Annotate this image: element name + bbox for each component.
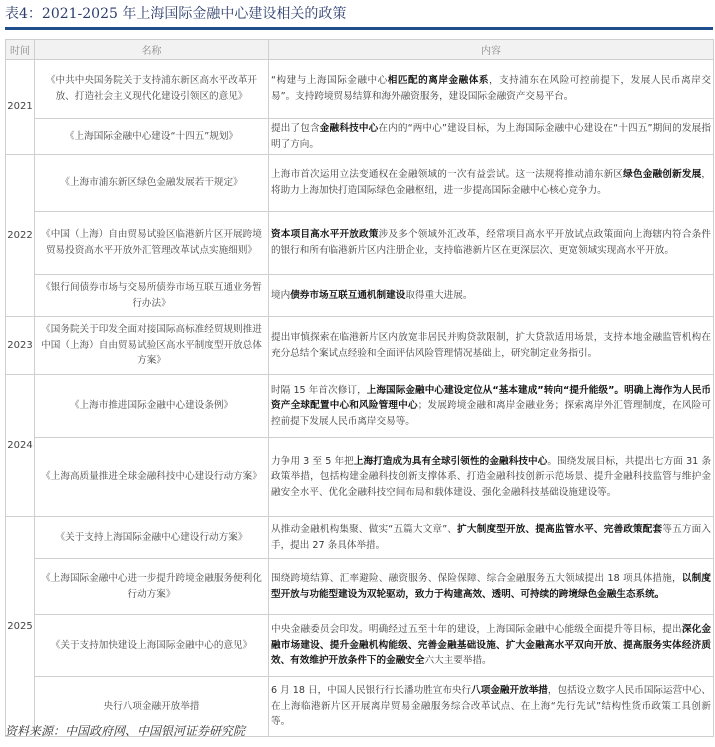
content-text: 在内的“两中心”建设目标，为上海国际金融中心建设在“十四五”期间的发展指明了方向。 — [271, 122, 712, 150]
content-highlight: 八项金融开放举措 — [471, 685, 548, 697]
content-highlight: 上海国际金融中心建设定位从“基本建成”转向“提升能级”。明确上海作为人民币资产全球配置中心和风险管理中心 — [271, 384, 711, 412]
table-row — [6, 60, 714, 119]
content-text: 涉及多个领域外汇改革，经常项目高水平开放试点政策面向上海辖内符合条件的银行和所有临港新片区内注册企业，支持临港新片区在更深层次、更宽领域实现高水平开放。 — [271, 229, 712, 256]
table-row — [6, 155, 714, 212]
content-text: 上海市首次运用立法变通权在金融领域的一次有益尝试。这一法规将推动浦东新区 — [271, 169, 624, 181]
policy-name-cell: 央行八项金融开放举措 — [35, 677, 269, 737]
content-text: ，支持浦东在风险可控前提下，发展人民币离岸交易”。支持跨境贸易结算和海外融资服务，建设国际金融资产交易平台。 — [271, 75, 711, 102]
policy-name-cell: 《关于支持上海国际金融中心建设行动方案》 — [35, 517, 269, 559]
content-text: 六大主要举措。 — [424, 655, 492, 667]
content-text: 取得重大进展。 — [405, 289, 473, 301]
content-text: 提出审慎探索在临港新片区内放宽非居民并购贷款限制，扩大贷款适用场景，支持本地金融监管机构在充分总结个案试点经验和全面评估风险管理情况基础上，研究制定业务指引。 — [271, 331, 711, 359]
policy-name-cell: 《银行间债券市场与交易所债券市场互联互通业务暂行办法》 — [35, 275, 269, 317]
content-text: 境内 — [271, 289, 291, 301]
content-highlight: 绿色金融创新发展 — [623, 169, 702, 181]
policy-name-cell: 《中共中央国务院关于支持浦东新区高水平改革开放、打造社会主义现代化建设引领区的意见》 — [35, 60, 269, 119]
content-highlight: 以制度型开放与功能型建设为双轮驱动，致力于构建高效、透明、可持续的跨境绿色金融生态系统。 — [271, 572, 711, 600]
policy-name-cell: 《中国（上海）自由贸易试验区临港新片区开展跨境贸易投资高水平开放外汇管理改革试点实施细则》 — [35, 212, 269, 275]
table-row — [6, 375, 714, 438]
content-text: 时隔 15 年首次修订， — [271, 384, 367, 396]
title-rule — [5, 27, 713, 30]
policy-content-cell — [269, 517, 714, 559]
year-cell: 2022 — [6, 155, 35, 317]
policy-content-cell — [269, 677, 714, 737]
policy-content-cell — [269, 615, 714, 677]
policy-content-cell — [269, 155, 714, 212]
table-header-row — [6, 40, 714, 60]
year-cell: 2025 — [6, 517, 35, 737]
header-name: 名称 — [35, 40, 269, 60]
table-row — [6, 275, 714, 317]
content-text: ；发展跨境金融和离岸金融业务；探索离岸外汇管理制度，在风险可控前提下发展人民币离岸交易等。 — [271, 400, 712, 427]
header-time: 时间 — [6, 40, 35, 60]
content-text: 围绕跨境结算、汇率避险、融资服务、保险保障、综合金融服务五大领域提出 18 项具体措施， — [271, 572, 682, 584]
content-text: ，将助力上海加快打造国际绿色金融枢纽，进一步提高国际金融中心核心竞争力。 — [271, 169, 712, 196]
table-row — [6, 317, 714, 375]
policy-content-cell — [269, 438, 714, 517]
source-note: 资料来源：中国政府网、中国银河证券研究院 — [5, 724, 246, 738]
policy-name-cell: 《国务院关于印发全面对接国际高标准经贸规则推进中国（上海）自由贸易试验区高水平制度型开放总体方案》 — [35, 317, 269, 375]
table-title: 表4：2021-2025 年上海国际金融中心建设相关的政策 — [5, 6, 347, 22]
policy-content-cell — [269, 275, 714, 317]
table-row — [6, 615, 714, 677]
table-row — [6, 212, 714, 275]
content-highlight: 债券市场互联互通机制建设 — [290, 289, 406, 301]
policy-table — [5, 39, 714, 737]
policy-name-cell: 《上海国际金融中心进一步提升跨境金融服务便利化行动方案》 — [35, 559, 269, 615]
policy-name-cell: 《上海市浦东新区绿色金融发展若干规定》 — [35, 155, 269, 212]
table-body — [6, 60, 714, 737]
content-highlight: 上海打造成为具有全球引领性的金融科技中心 — [353, 455, 548, 467]
content-highlight: 深化金融市场建设、提升金融机构能级、完善金融基础设施、扩大金融高水平双向开放、提高服务实体经济质效、有效维护开放条件下的金融安全 — [271, 624, 712, 667]
content-text: 从推动金融机构集聚、做实“五篇大文章”、 — [271, 523, 458, 535]
content-text: 6 月 18 日，中国人民银行行长潘功胜宣布央行 — [271, 685, 472, 697]
content-highlight: 资本项目高水平开放政策 — [271, 229, 379, 241]
policy-content-cell — [269, 60, 714, 119]
policy-content-cell — [269, 212, 714, 275]
table-row — [6, 438, 714, 517]
year-cell: 2023 — [6, 317, 35, 375]
year-cell: 2021 — [6, 60, 35, 155]
content-highlight: 金融科技中心 — [319, 122, 379, 134]
policy-name-cell: 《上海国际金融中心建设“十四五”规划》 — [35, 119, 269, 155]
content-text: 中央金融委员会印发。明确经过五至十年的建设，上海国际金融中心能级全面提升等目标，提出 — [271, 624, 682, 636]
content-highlight: 扩大制度型开放、提高监管水平、完善政策配套 — [457, 523, 663, 535]
content-text: 。围绕发展目标，共提出七方面 31 条政策举措，包括构建金融科技创新支撑体系、打造金融科技创新示范场景、提升金融科技监管与维护金融安全水平、优化金融科技空间布局和载体建设、强化金融科技基础设施建设等。 — [271, 455, 712, 498]
content-highlight: 相匹配的离岸金融体系 — [387, 75, 489, 87]
content-text: ，包括设立数字人民币国际运营中心、在上海临港新片区开展离岸贸易金融服务综合改革试点、在上海“先行先试”结构性货币政策工具创新等。 — [271, 685, 711, 728]
table-row — [6, 559, 714, 615]
policy-content-cell — [269, 119, 714, 155]
policy-name-cell: 《上海高质量推进全球金融科技中心建设行动方案》 — [35, 438, 269, 517]
policy-content-cell — [269, 375, 714, 438]
policy-content-cell — [269, 317, 714, 375]
policy-name-cell: 《上海市推进国际金融中心建设条例》 — [35, 375, 269, 438]
content-text: “构建与上海国际金融中心 — [271, 75, 388, 87]
header-content: 内容 — [269, 40, 714, 60]
content-text: 等五方面入手，提出 27 条具体举措。 — [271, 523, 712, 551]
year-cell: 2024 — [6, 375, 35, 517]
policy-content-cell — [269, 559, 714, 615]
content-text: 提出了包含 — [271, 122, 320, 134]
table-row — [6, 517, 714, 559]
table-row — [6, 119, 714, 155]
content-text: 力争用 3 至 5 年把 — [271, 455, 354, 467]
policy-name-cell: 《关于支持加快建设上海国际金融中心的意见》 — [35, 615, 269, 677]
